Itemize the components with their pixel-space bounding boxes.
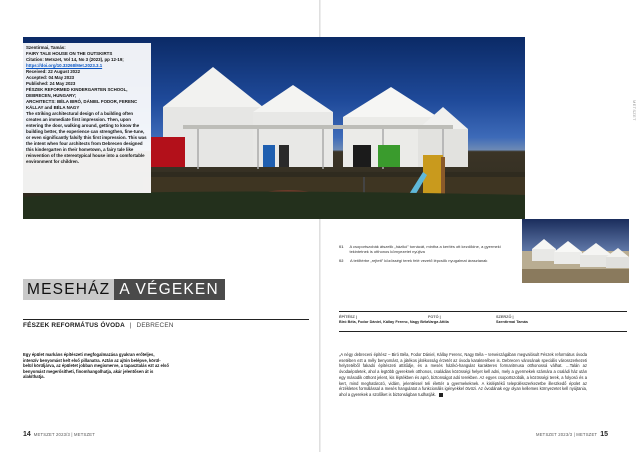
credit-author bbox=[496, 315, 528, 325]
footer-left bbox=[23, 431, 95, 438]
photo-captions bbox=[339, 244, 509, 266]
body-text bbox=[339, 352, 587, 398]
end-marker bbox=[439, 393, 443, 397]
caption-number: 02 bbox=[339, 257, 344, 263]
accepted-date: Accepted: 04 May 2023 bbox=[26, 75, 75, 80]
divider-left bbox=[23, 319, 309, 320]
credit-value: Biró Béla, Fodor Dániel, Kállay Ferenc, Nagy Béla bbox=[339, 320, 429, 324]
caption-text: A tetőtérbe „rejtett” közösségi terek felé vezető lépcsők nyugalmat árasztanak bbox=[350, 257, 488, 263]
authors: Szentirmai, Tamás: bbox=[26, 45, 66, 50]
credit-head: ÉPÍTÉSZ | bbox=[339, 315, 357, 319]
thumbnail-photo bbox=[522, 219, 629, 283]
project-name: FÉSZEK REFORMED KINDERGARTEN SCHOOL, DEBRECEN, HUNGARY; bbox=[26, 87, 128, 98]
title-part-1: MESEHÁZ bbox=[23, 279, 114, 300]
publication-right: METSZET 2023/3 | METSZET bbox=[536, 432, 598, 437]
article-info-box bbox=[23, 43, 151, 193]
subtitle-main: FÉSZEK REFORMÁTUS ÓVODA bbox=[23, 322, 125, 329]
caption-text: A csoportszobák átszelik „házikó” tornácát, mintha a kerítés ott kezdődne, a gyermeki tekintetnek is otthonos környezetet nyújtva bbox=[349, 244, 501, 255]
publication-left: METSZET 2023/3 | METSZET bbox=[33, 432, 95, 437]
subtitle-separator: | bbox=[129, 322, 132, 329]
title-part-2: A VÉGEKEN bbox=[114, 279, 225, 300]
aerial-view-illustration bbox=[522, 219, 629, 283]
credit-head: SZERZŐ | bbox=[496, 315, 514, 319]
divider-right-bottom bbox=[339, 331, 627, 332]
page-number-left: 14 bbox=[23, 431, 31, 438]
credit-head: FOTÓ | bbox=[428, 315, 441, 319]
side-label: METSZET bbox=[632, 100, 637, 121]
english-title: FAIRY TALE HOUSE ON THE OUTSKIRTS bbox=[26, 51, 113, 56]
citation: Citation: Metszet, Vol 14, No 3 (2023), pp 12-19; bbox=[26, 57, 124, 62]
credit-architects bbox=[339, 315, 428, 325]
page-number-right: 15 bbox=[600, 431, 608, 438]
divider-right-top bbox=[339, 311, 627, 312]
article-title bbox=[23, 279, 225, 300]
credit-value: Szentirmai Tamás bbox=[496, 320, 529, 324]
lead-paragraph: Egy épület markáns építészeti megfogalmazása gyakran erőteljes, intenzív benyomást kelt első pillanatra. Aztán az ajtón belépve, körül-belül körüljárva, az épületet jobban megismerve, a tapasztalás ezt az első benyomást megerősítheti, finomhangolhatja, akár jelentősen át is alakíthatja. bbox=[23, 352, 169, 380]
caption-number: 01 bbox=[339, 244, 344, 249]
received-date: Received: 22 August 2022 bbox=[26, 69, 81, 74]
footer-right bbox=[536, 431, 608, 438]
body-paragraph: „A négy debreceni építész – Biró Béla, Fodor Dániel, Kállay Ferenc, Nagy Béla – terveiszágában megvalósult Fészek református óvoda esetében ezt a mély benyomást, a játékos játékosság érzetét az óvoda karakterében is. Debrecen városának speciális városszerkezeti helyzetéből fakadó építészeti attitűdje, és a mesés házikó-hangulat karakteres formaritmusa otthonossá válhat. …Talán az óvodaépületek, ahol a legtöbb gyereknek otthonos, családias közösségi helyet kell adni, mely a gyermekek számára a családi ház után egy második otthont jelent, kis léptékben és apró, biztonságot adó terekben. Az egyes csoportszobák, a közösségi terek, a folyosó és a kert, mind meghatározó, vidám, jelentéssel teli élettér a gyermekeknek. A kisléptékű településszerkezetbe illeszkedő épület az érzékletes formálással a mesés hangulatot a funkcionális igényekkel ötvözi. Az óvodának egy olyan kellemes környezetet kell nyújtania, ahol a gyerekek a szülőket is biztonságban tudhatják. bbox=[339, 352, 587, 397]
architects: ARCHITECTS: BÉLA BIRÓ, DÁNIEL FODOR, FERENC KÁLLAY and BÉLA NAGY bbox=[26, 99, 138, 110]
doi-link[interactable]: https://doi.org/10.33268/Met.2023.3.1 bbox=[26, 63, 103, 68]
credit-value: Varga Attila bbox=[428, 320, 449, 324]
abstract: The striking architectural design of a building often creates an immediate first impression. Then, upon entering the door, walking around, getting to know the building better, the experience can strengthen, fine-tune, or even significantly falsify this first impression. This was the intent when four architects from Debrecen designed this kindergarten in their hometown, a fairy tale like reinvention of the stereotypical house into a comfortable environment for children. bbox=[26, 111, 147, 164]
article-subtitle bbox=[23, 322, 174, 329]
published-date: Published: 24 May 2023 bbox=[26, 81, 76, 86]
caption-item bbox=[339, 258, 509, 263]
credit-photo bbox=[428, 315, 449, 325]
caption-item bbox=[339, 244, 509, 255]
subtitle-city: DEBRECEN bbox=[136, 322, 174, 329]
